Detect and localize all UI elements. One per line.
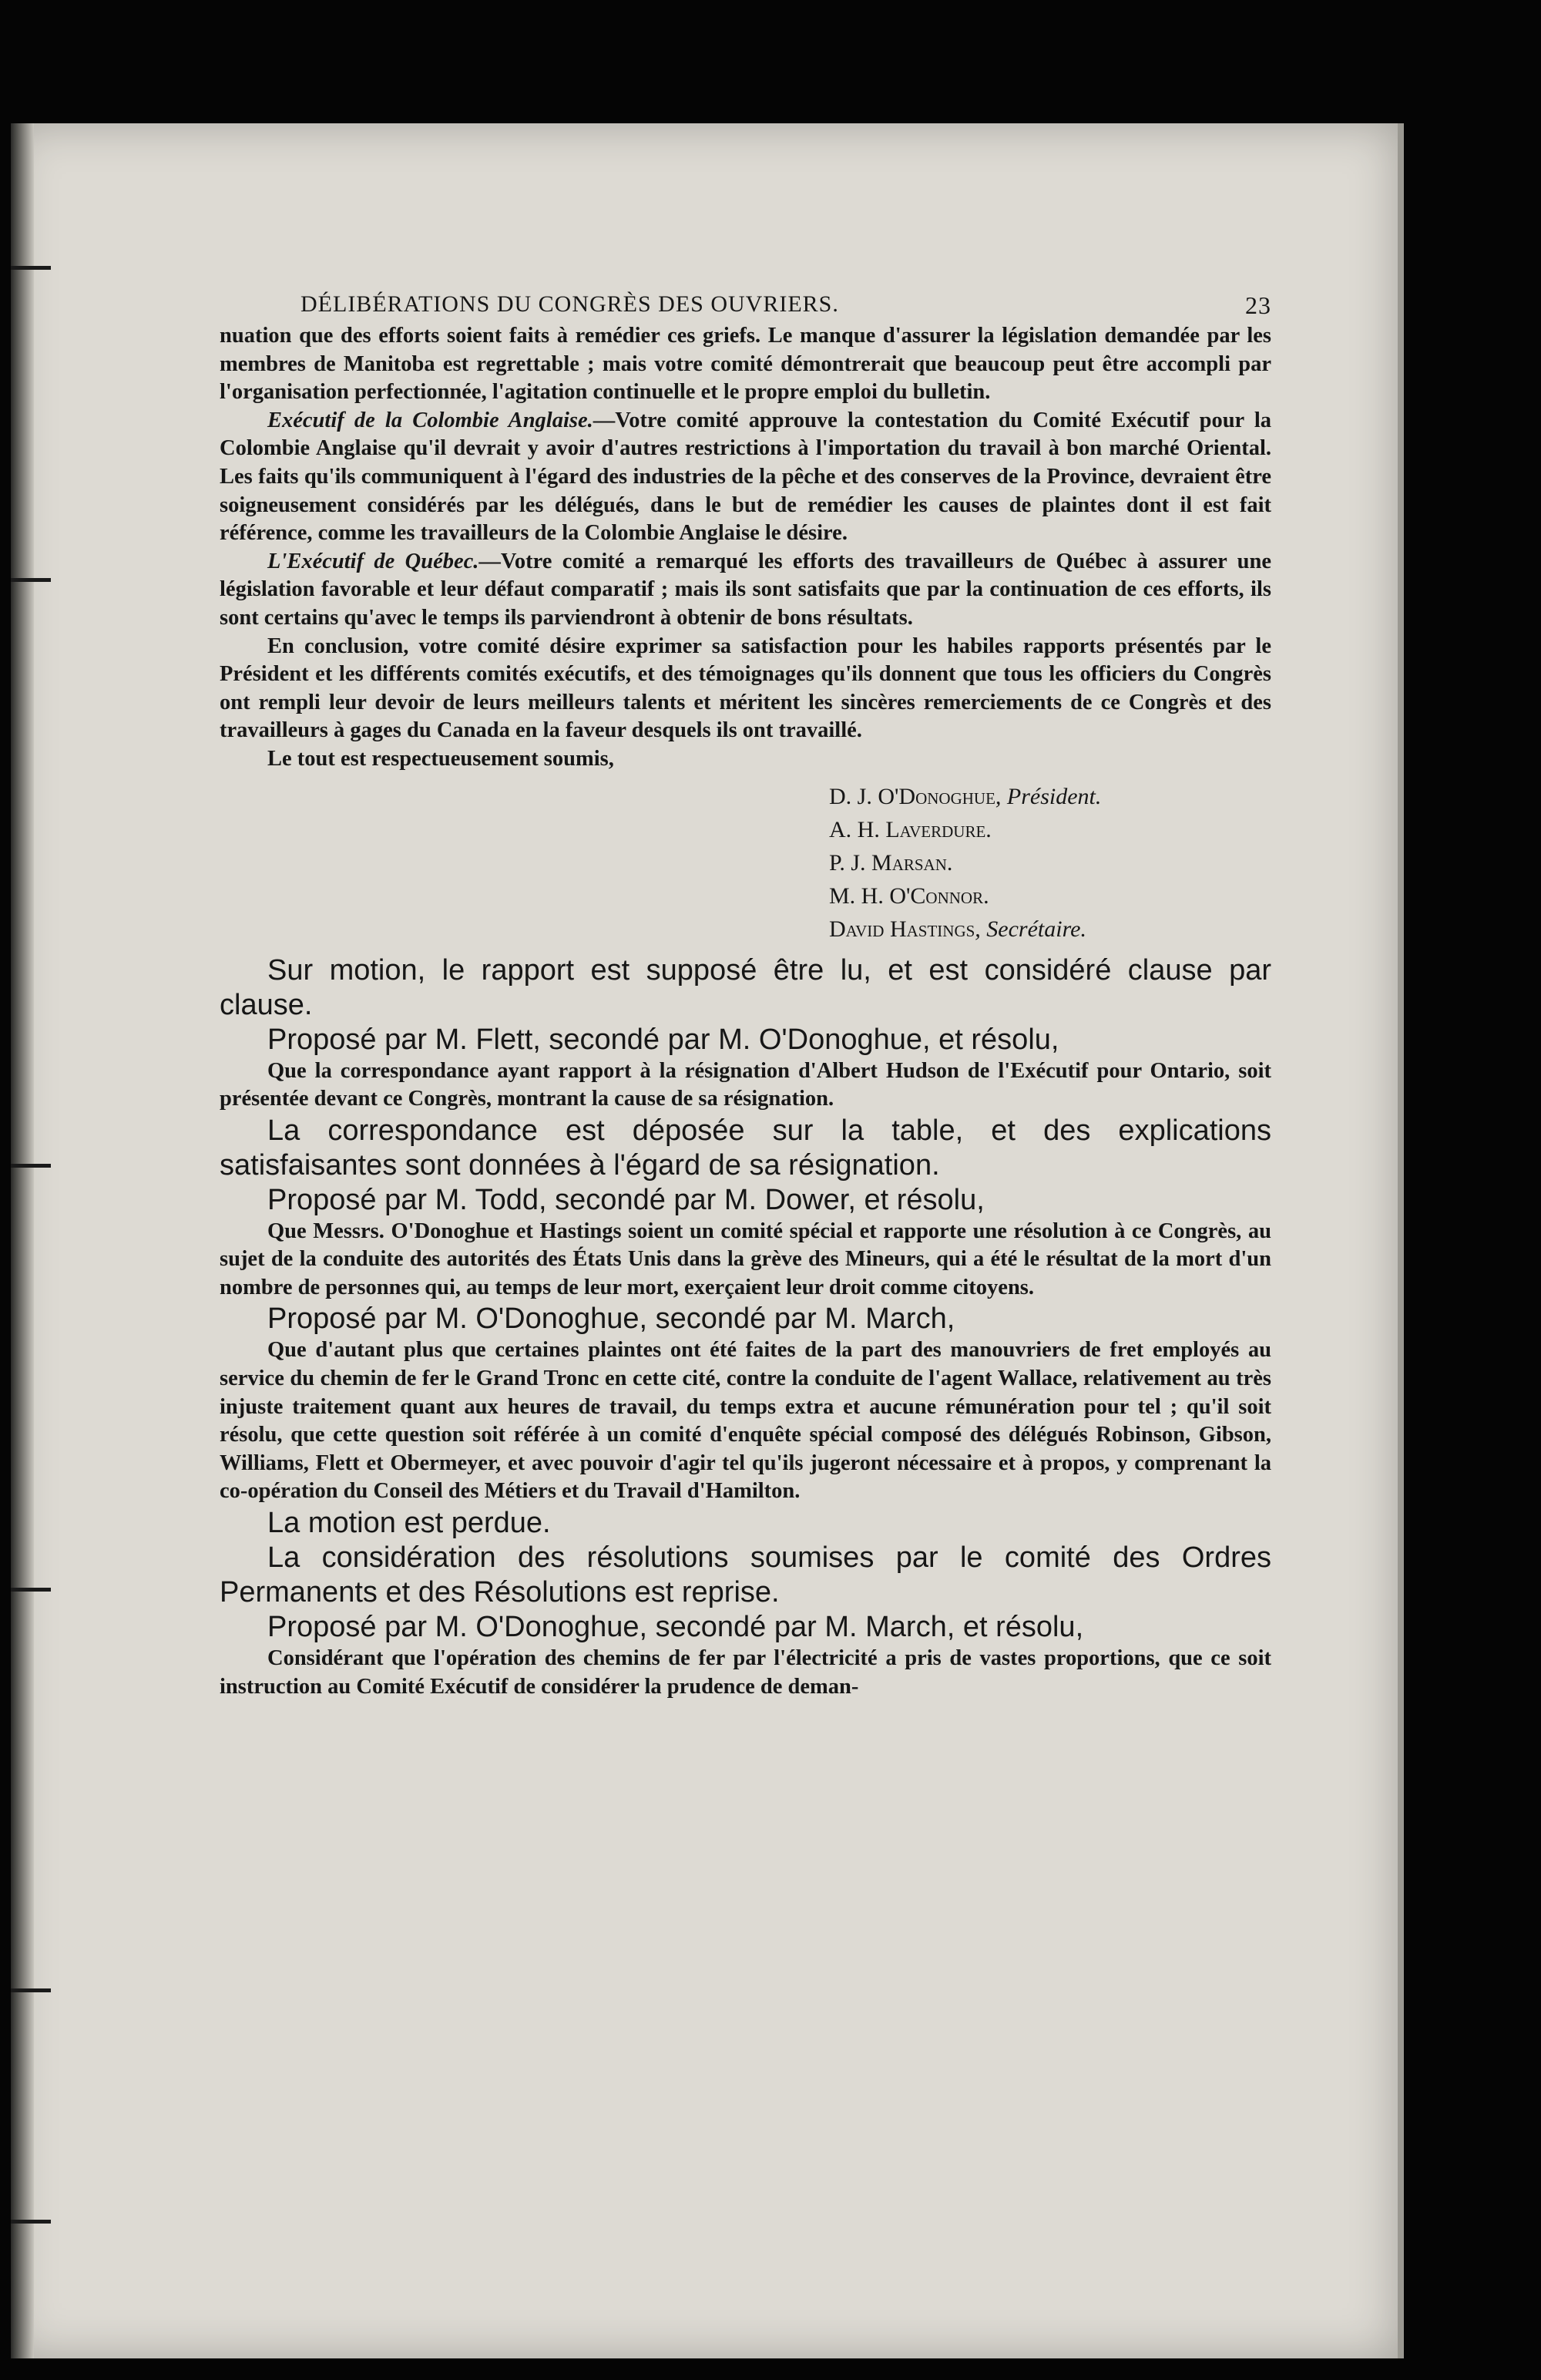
page-edge bbox=[1398, 123, 1404, 2358]
motion-text: La considération des résolutions soumises par le comité des Ordres Permanents et des Résolutions est reprise. bbox=[220, 1541, 1271, 1609]
section-heading: Exécutif de la Colombie Anglaise. bbox=[267, 408, 593, 432]
resolution-text: Considérant que l'opération des chemins de fer par l'électricité a pris de vastes proportions, que ce soit instruction au Comité Exécutif de considérer la prudence de deman- bbox=[220, 1646, 1271, 1699]
signature-block bbox=[220, 780, 1271, 946]
running-title: DÉLIBÉRATIONS DU CONGRÈS DES OUVRIERS. bbox=[300, 291, 839, 317]
resolution-text: Que Messrs. O'Donoghue et Hastings soient un comité spécial et rapporte une résolution à ce Congrès, au sujet de la conduite des autorités des États Unis dans la grève des Mineurs, qui a été le résultat de la mort d'un nombre de personnes qui, au temps de leur mort, exerçaient leur droit comme citoyens. bbox=[220, 1219, 1271, 1299]
page-content bbox=[220, 287, 1271, 1701]
resolution-text: Que d'autant plus que certaines plaintes ont été faites de la part des manouvriers de fret employés au service du chemin de fer le Grand Tronc en cette cité, contre la conduite de l'agent Wallace, relativement au très injuste traitement quant aux heures de travail, du temps extra et aucune rémunération pour tel ; qu'il soit résolu, que cette question soit référée à un comité d'enquête spécial composé des délégués Robinson, Gibson, Williams, Flett et Obermeyer, et avec pouvoir d'agir tel qu'ils jugeront nécessaire et à propos, y comprenant la co-opération du Conseil des Métiers et du Travail d'Hamilton. bbox=[220, 1338, 1271, 1504]
signature-line: David Hastings, Secrétaire. bbox=[829, 916, 1086, 942]
signature-line: A. H. Laverdure. bbox=[829, 816, 992, 842]
signature-line: D. J. O'Donoghue, Président. bbox=[829, 783, 1102, 809]
motion-text: La motion est perdue. bbox=[267, 1507, 551, 1540]
book-binding bbox=[11, 123, 34, 2358]
motion-text: Proposé par M. Flett, secondé par M. O'Donoghue, et résolu, bbox=[267, 1023, 1059, 1056]
committee-report bbox=[220, 322, 1271, 774]
report-paragraph: L'Exécutif de Québec.—Votre comité a remarqué les efforts des travailleurs de Québec à assurer une législation favorable et leur défaut comparatif ; mais ils sont satisfaits que par la continuation de ces efforts, ils sont certains qu'avec le temps ils parviendront à obtenir de bons résultats. bbox=[220, 549, 1271, 630]
section-heading: L'Exécutif de Québec. bbox=[267, 549, 479, 573]
page-number: 23 bbox=[1245, 291, 1271, 319]
motion-text: La correspondance est déposée sur la table, et des explications satisfaisantes sont données à l'égard de sa résignation. bbox=[220, 1114, 1271, 1182]
motion-text: Proposé par M. Todd, secondé par M. Dower, et résolu, bbox=[267, 1183, 985, 1216]
motion-text: Proposé par M. O'Donoghue, secondé par M. March, bbox=[267, 1303, 955, 1336]
signature-line: M. H. O'Connor. bbox=[829, 882, 989, 909]
signature-line: P. J. Marsan. bbox=[829, 849, 953, 876]
report-paragraph: Exécutif de la Colombie Anglaise.—Votre comité approuve la contestation du Comité Exécutif pour la Colombie Anglaise qu'il devrait y avoir d'autres restrictions à l'importation du travail à bon marché Oriental. Les faits qu'ils communiquent à l'égard des industries de la pêche et des conserves de la Province, devraient être soigneusement considérés par les délégués, dans le but de remédier les causes de plaintes dont il est fait référence, comme les travailleurs de la Colombie Anglaise le désire. bbox=[220, 408, 1271, 546]
motion-text: Sur motion, le rapport est supposé être lu, et est considéré clause par clause. bbox=[220, 953, 1271, 1021]
report-paragraph: En conclusion, votre comité désire exprimer sa satisfaction pour les habiles rapports présentés par le Président et les différents comités exécutifs, et des témoignages qu'ils donnent que tous les officiers du Congrès ont rempli leur devoir de leurs meilleurs talents et méritent les sincères remerciements de ce Congrès et des travailleurs à gages du Canada en la faveur desquels ils ont travaillé. bbox=[220, 634, 1271, 743]
proceedings bbox=[220, 953, 1271, 1702]
resolution-text: Que la correspondance ayant rapport à la résignation d'Albert Hudson de l'Exécutif pour Ontario, soit présentée devant ce Congrès, montrant la cause de sa résignation. bbox=[220, 1058, 1271, 1111]
motion-text: Proposé par M. O'Donoghue, secondé par M. March, et résolu, bbox=[267, 1611, 1084, 1644]
running-header bbox=[220, 287, 1271, 322]
report-paragraph: nuation que des efforts soient faits à remédier ces griefs. Le manque d'assurer la législation demandée par les membres de Manitoba est regrettable ; mais votre comité démontrerait que beaucoup peut être accompli par l'organisation perfectionnée, l'agitation continuelle et le propre emploi du bulletin. bbox=[220, 324, 1271, 405]
closing-line: Le tout est respectueusement soumis, bbox=[267, 746, 614, 771]
